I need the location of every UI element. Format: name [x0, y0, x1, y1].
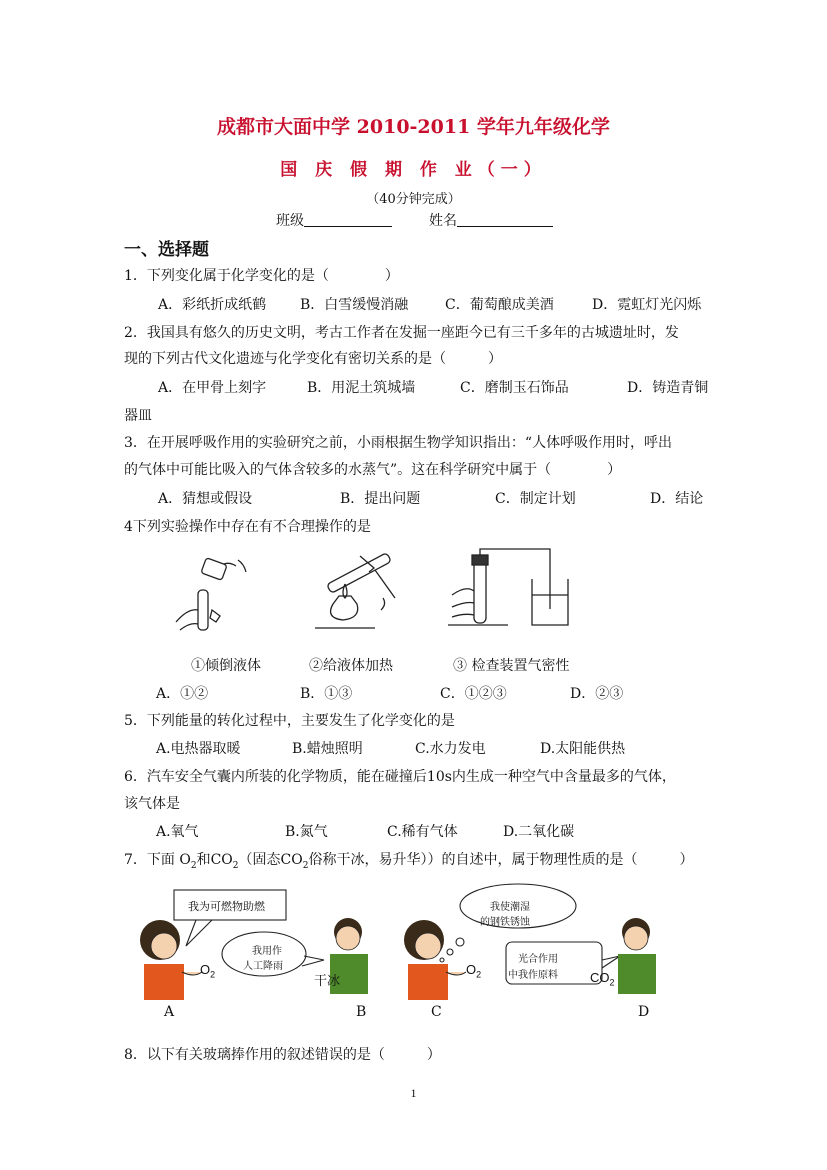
bubble-a-text: 我为可燃物助燃 — [188, 900, 265, 913]
figure-label-3: ③ 检查装置气密性 — [453, 658, 570, 674]
class-label: 班级 — [276, 213, 304, 229]
time-note: （40分钟完成） — [366, 192, 461, 207]
q5-option-c[interactable]: C.水力发电 — [415, 741, 486, 757]
airtightness-check-figure — [448, 545, 578, 635]
name-label: 姓名 — [429, 213, 457, 229]
question-1-stem: 1．下列变化属于化学变化的是（ ） — [124, 268, 399, 284]
question-3-stem-line1: 3．在开展呼吸作用的实验研究之前，小雨根据生物学知识指出：“人体呼吸作用时，呼出 — [124, 435, 673, 451]
q3-option-b[interactable]: B．提出问题 — [340, 491, 421, 507]
bubble-d-text-line2: 中我作原料 — [508, 970, 558, 981]
q2-option-a[interactable]: A．在甲骨上刻字 — [158, 380, 267, 396]
question-6-stem-line1: 6．汽车安全气囊内所装的化学物质，能在碰撞后10s内生成一种空气中含量最多的气体， — [124, 769, 676, 785]
question-6-stem-line2: 该气体是 — [124, 796, 180, 812]
question-4-stem: 4下列实验操作中存在有不合理操作的是 — [124, 519, 371, 535]
heating-liquid-figure — [305, 548, 405, 638]
q6-option-b[interactable]: B.氮气 — [285, 824, 328, 840]
name-blank[interactable] — [457, 212, 553, 227]
figure-label-1: ①倾倒液体 — [191, 658, 261, 674]
q1-option-a[interactable]: A．彩纸折成纸鹤 — [158, 297, 267, 313]
bubble-b-text-line1: 我用作 — [252, 946, 282, 957]
bubble-b-text-line2: 人工降雨 — [243, 961, 283, 972]
q1-option-b[interactable]: B．白雪缓慢消融 — [300, 297, 409, 313]
q1-option-c[interactable]: C．葡萄酿成美酒 — [445, 297, 554, 313]
q4-option-a[interactable]: A．①② — [156, 686, 209, 702]
item-label-b: 干冰 — [314, 974, 341, 989]
q7-option-b[interactable]: B — [356, 1004, 367, 1020]
q3-option-c[interactable]: C．制定计划 — [495, 491, 576, 507]
class-field — [276, 210, 392, 230]
document-title: 成都市大面中学 2010-2011 学年九年级化学 — [217, 116, 610, 138]
q6-option-a[interactable]: A.氧气 — [156, 824, 199, 840]
girl-figure-a — [140, 920, 202, 1000]
q3-option-a[interactable]: A．猜想或假设 — [158, 491, 253, 507]
bubble-c-text-line1: 我使潮湿 — [490, 902, 530, 913]
question-8-stem: 8．以下有关玻璃捧作用的叙述错误的是（ ） — [124, 1047, 441, 1063]
figure-label-2: ②给液体加热 — [309, 658, 393, 674]
question-3-stem-line2: 的气体中可能比吸入的气体含较多的水蒸气”。这在科学研究中属于（ ） — [124, 462, 622, 478]
question-7-stem: 7．下面 $O_2$和$CO_2$（固态$CO_2$俗称干冰，易升华））的自述中，属于物理性质的是（ ） — [124, 852, 694, 871]
q2-option-d-wrap: 器皿 — [124, 408, 152, 424]
question-5-stem: 5．下列能量的转化过程中，主要发生了化学变化的是 — [124, 713, 455, 729]
q4-option-d[interactable]: D．②③ — [570, 686, 624, 702]
page-number: 1 — [410, 1086, 417, 1100]
name-field — [429, 210, 553, 230]
class-blank[interactable] — [304, 212, 392, 227]
q6-option-c[interactable]: C.稀有气体 — [387, 824, 458, 840]
question-2-stem-line1: 2．我国具有悠久的历史文明，考古工作者在发掘一座距今已有三千多年的古城遗址时，发 — [124, 325, 679, 341]
item-label-a: $O_2$ — [200, 962, 216, 980]
bubble-d-text-line1: 光合作用 — [518, 954, 558, 965]
q2-option-c[interactable]: C．磨制玉石饰品 — [460, 380, 569, 396]
q4-option-b[interactable]: B．①③ — [300, 686, 353, 702]
girl-figure-c — [404, 920, 466, 1000]
section-heading: 一、选择题 — [124, 240, 209, 260]
pouring-liquid-figure — [168, 550, 258, 640]
q7-option-a[interactable]: A — [164, 1004, 175, 1020]
q5-option-b[interactable]: B.蜡烛照明 — [292, 741, 363, 757]
boy-figure-d — [618, 918, 656, 994]
q5-option-a[interactable]: A.电热器取暖 — [156, 741, 241, 757]
q4-option-c[interactable]: C．①②③ — [440, 686, 507, 702]
q3-option-d[interactable]: D．结论 — [650, 491, 704, 507]
q2-option-b[interactable]: B．用泥土筑城墙 — [307, 380, 416, 396]
q2-option-d[interactable]: D．铸造青铜 — [627, 380, 709, 396]
item-label-d: $CO_2$ — [590, 970, 615, 988]
question-2-stem-line2: 现的下列古代文化遗迹与化学变化有密切关系的是（ ） — [124, 351, 502, 367]
document-subtitle: 国 庆 假 期 作 业（一） — [280, 160, 547, 180]
bubble-c-text-line2: 的钢铁锈蚀 — [480, 917, 530, 928]
q7-option-d[interactable]: D — [638, 1004, 650, 1020]
q7-option-c[interactable]: C — [431, 1004, 442, 1020]
q6-option-d[interactable]: D.二氧化碳 — [503, 824, 575, 840]
q1-option-d[interactable]: D．霓虹灯光闪烁 — [592, 297, 702, 313]
item-label-c: $O_2$ — [466, 962, 482, 980]
q5-option-d[interactable]: D.太阳能供热 — [540, 741, 626, 757]
